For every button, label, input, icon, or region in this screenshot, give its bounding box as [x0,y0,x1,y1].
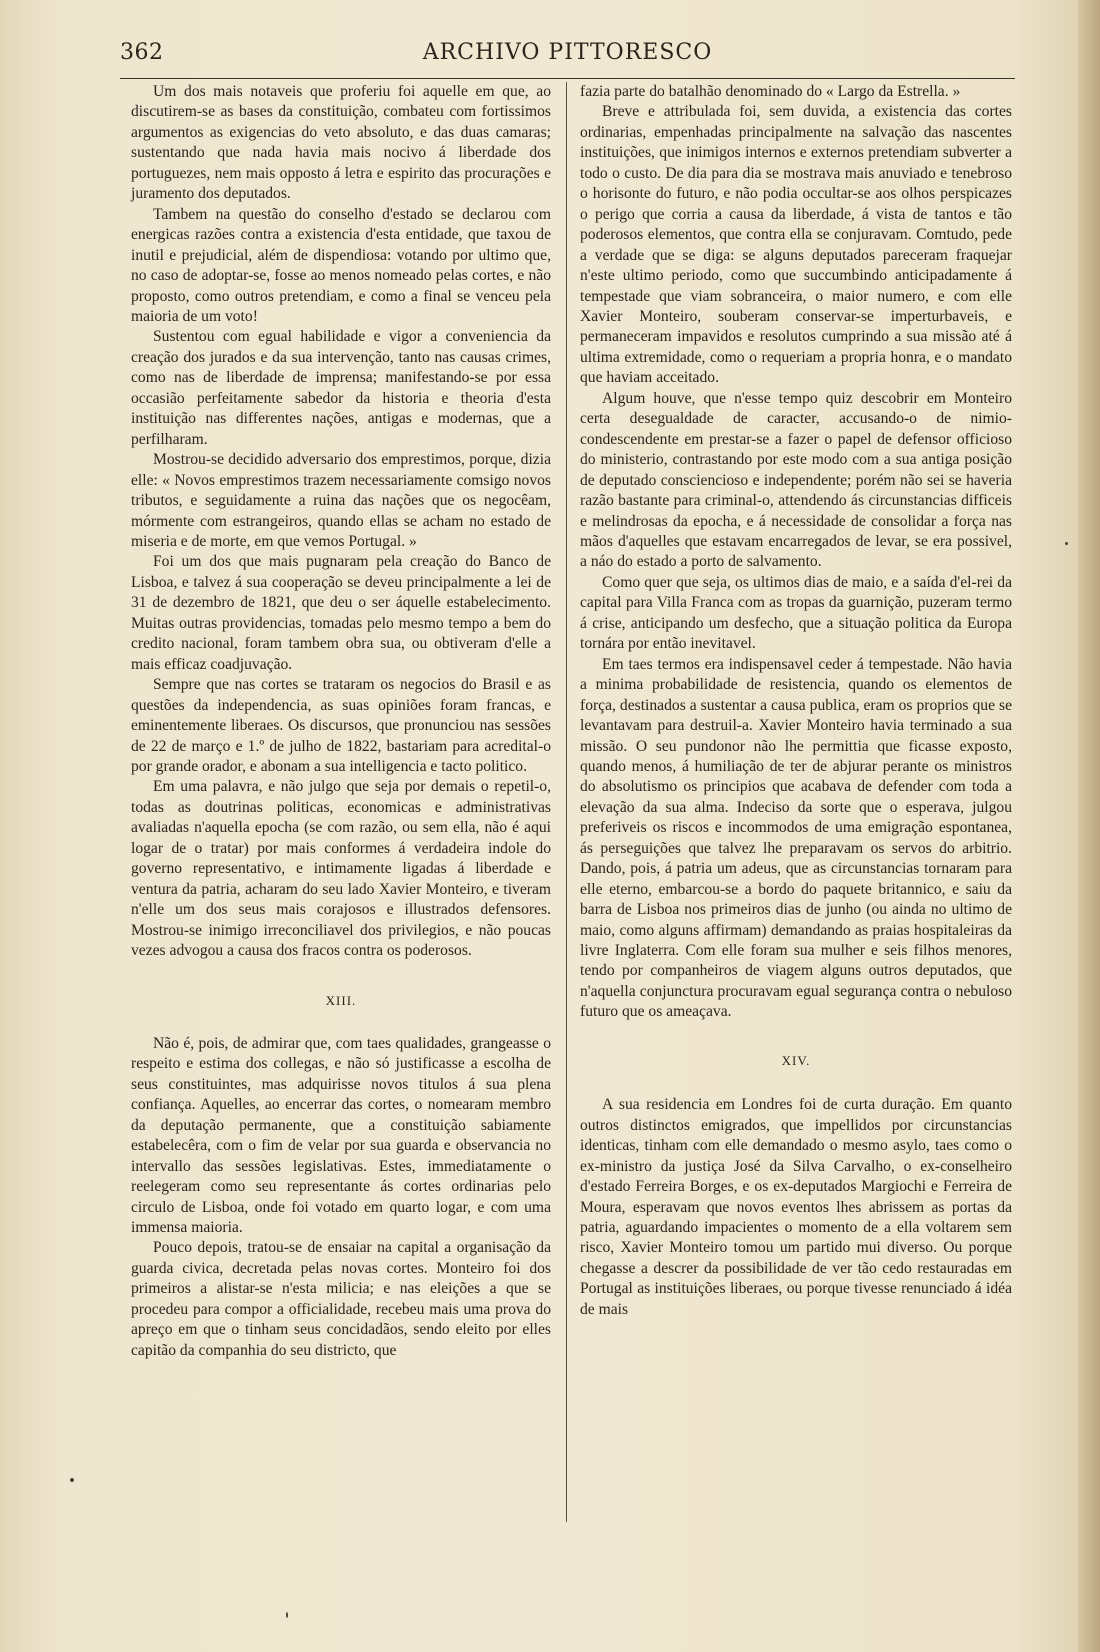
paragraph: Breve e attribulada foi, sem duvida, a existencia das cortes ordinarias, empenhadas principalmente na salvação das nascentes instituições, que inimigos internos e externos pretendiam subverter a todo o custo. De dia para dia se mostrava mais anuviado e tenebroso o horisonte do futuro, e não podia occultar-se aos olhos perspicazes o perigo que corria a causa da liberdade, á vista de tantos e tão poderosos elementos, que contra ella se conjuravam. Comtudo, pede a verdade que se diga: se alguns deputados pareceram fraquejar n'este ultimo periodo, como que succumbindo anticipadamente á tempestade que viam sobranceira, o maior numero, e com elle Xavier Monteiro, souberam conservar-se imperturbaveis, e permaneceram impavidos e resolutos cumprindo a sua missão até á ultima extremidade, como o requeriam a propria honra, e o mandato que haviam acceitado. [580,103,1012,387]
paragraph: Um dos mais notaveis que proferiu foi aquelle em que, ao discutirem-se as bases da constituição, combateu com fortissimos argumentos as exigencias do veto absoluto, e das duas camaras; sustentando que nada havia mais nocivo á liberdade dos portuguezes, nem mais opposto á letra e espirito das procurações e juramento dos deputados. [131,83,551,203]
page-number: 362 [120,40,164,65]
column-divider [566,82,567,1522]
ink-speck [1065,542,1068,545]
paragraph: Sustentou com egual habilidade e vigor a conveniencia da creação dos jurados e da sua intervenção, tanto nas causas crimes, como nas de liberdade de imprensa; manifestando-se por essa occasião perfeitamente sabedor da historia e theoria d'esta instituição nas differentes nações, antigas e modernas, que a perfilharam. [131,328,551,448]
paragraph: Pouco depois, tratou-se de ensaiar na capital a organisação da guarda civica, decretada pelas novas cortes. Monteiro foi dos primeiros a alistar-se n'esta milicia; e nas eleições a que se procedeu para compor a officialidade, recebeu mais uma prova do apreço em que o tinham seus concidadãos, sendo eleito por elles capitão da companhia do seu districto, que [131,1239,551,1359]
right-column [580,82,1012,1320]
page-header [120,38,1015,79]
paragraph: Foi um dos que mais pugnaram pela creação do Banco de Lisboa, e talvez á sua cooperação se deveu principalmente a lei de 31 de dezembro de 1821, que deu o ser áquelle estabelecimento. Muitas outras providencias, tomadas pelo mesmo tempo a bem do credito nacional, foram tambem obra sua, ou obtiveram d'elle a mais efficaz coadjuvação. [131,553,551,673]
paragraph: Algum houve, que n'esse tempo quiz descobrir em Monteiro certa desegualdade de caracter, accusando-o de nimio-condescendente em prestar-se a fazer o papel de defensor officioso do ministerio, contrastando por este modo com a sua antiga posição de deputado consciencioso e independente; porém não sei se haveria razão bastante para criminal-o, attendendo ás circunstancias difficeis e melindrosas da epocha, e á necessidade de consolidar a força nas mãos d'aquelles que estavam encarregados de levar, se era possivel, a náo do estado a porto de salvamento. [580,389,1012,571]
paragraph: Em uma palavra, e não julgo que seja por demais o repetil-o, todas as doutrinas politicas, economicas e administrativas avaliadas n'aquella epocha (se com razão, ou sem ella, não é aqui logar de o tratar) por mais conformes á verdadeira indole do governo representativo, e intimamente ligadas á liberdade e ventura da patria, acharam do seu lado Xavier Monteiro, e tiveram n'elle um dos seus mais corajosos e illustrados defensores. Mostrou-se inimigo irreconciliavel dos privilegios, e não poucas vezes advogou a causa dos fracos contra os poderosos. [131,778,551,960]
ink-speck [70,1478,74,1482]
section-heading-xiii: XIII. [325,993,357,1009]
page-edge [1078,0,1100,1652]
paragraph-continuation: fazia parte do batalhão denominado do « Largo da Estrella. » [580,83,961,100]
paragraph: Tambem na questão do conselho d'estado se declarou com energicas razões contra a existencia d'esta entidade, que taxou de inutil e prejudicial, além de dispendiosa: votando por ultimo que, no caso de adoptar-se, fosse ao menos nomeado pelas cortes, e não proposto, como outros pretendiam, e como a final se venceu pela maioria de um voto! [131,205,551,325]
running-title: ARCHIVO PITTORESCO [422,40,713,65]
paragraph: Não é, pois, de admirar que, com taes qualidades, grangeasse o respeito e estima dos collegas, e não só justificasse a escolha de seus constituintes, mas adquirisse novos titulos á sua plena confiança. Aquelles, ao encerrar das cortes, o nomearam membro da deputação permanente, que a constituição sabiamente estabelecêra, com o fim de velar por sua guarda e observancia no intervallo das sessões legislativas. Estes, immediatamente o reelegeram como seu representante ás cortes ordinarias pelo circulo de Lisboa, onde foi votado em quarto logar, e com uma immensa maioria. [131,1034,551,1237]
paragraph: A sua residencia em Londres foi de curta duração. Em quanto outros distinctos emigrados, que impellidos por circunstancias identicas, tinham com elle demandado o mesmo asylo, taes como o ex-ministro da justiça José da Silva Carvalho, o ex-conselheiro d'estado Ferreira Borges, e os ex-deputados Margiochi e Ferreira de Moura, esperavam que novos eventos lhes abrissem as portas da patria, aguardando impacientes o momento de a ella voltarem sem risco, Xavier Monteiro tomou um partido mui diverso. Ou porque chegasse a descrer da possibilidade de ver tão cedo restauradas em Portugal as instituições liberaes, ou porque tivesse renunciado á idéa de mais [580,1096,1012,1318]
paragraph: Em taes termos era indispensavel ceder á tempestade. Não havia a minima probabilidade de resistencia, quando os elementos de força, destinados a sustentar a causa publica, eram os proprios que se levantavam para destruil-a. Xavier Monteiro havia terminado a sua missão. O seu pundonor não lhe permittia que ficasse exposto, quando menos, á humiliação de ter de abjurar perante os ministros do absolutismo os principios que acabava de defender com toda a elevação da sua alma. Indeciso da sorte que o esperava, julgou preferiveis os riscos e incommodos de uma emigração espontanea, ás perseguições que talvez lhe preparavam os servos do arbitrio. Dando, pois, á patria um adeus, que as circunstancias tornaram para elle eterno, embarcou-se a bordo do paquete britannico, e saiu da barra de Lisboa nos primeiros dias de junho (ou ainda no ultimo de maio, como alguns affirmam) demandando as praias hospitaleiras da livre Inglaterra. Com elle foram sua mulher e seis filhos menores, tendo por companheiros de viagem alguns outros deputados, que n'aquella conjunctura procuravam egual segurança contra o nebuloso futuro que os ameaçava. [580,655,1012,1021]
paragraph: Como quer que seja, os ultimos dias de maio, e a saída d'el-rei da capital para Villa Franca com as tropas da guarnição, puzeram termo á crise, anticipando um desfecho, que a situação politica da Europa tornára por então inevitavel. [580,573,1012,653]
section-heading-xiv: XIV. [781,1052,811,1068]
paragraph: Sempre que nas cortes se trataram os negocios do Brasil e as questões da independencia, as suas opiniões foram francas, e eminentemente liberaes. Os discursos, que pronunciou nas sessões de 22 de março e 1.º de julho de 1822, bastariam para acredital-o por grande orador, e abonam a sua intelligencia e tacto politico. [131,676,551,775]
left-column [131,82,551,1361]
paragraph: Mostrou-se decidido adversario dos emprestimos, porque, dizia elle: « Novos emprestimos trazem necessariamente comsigo novos tributos, e seguidamente a ruina das nações que os negocêam, mórmente com estrangeiros, quando ellas se acham no estado de miseria e de morte, em que vemos Portugal. » [131,451,551,550]
ink-speck [286,1612,288,1618]
